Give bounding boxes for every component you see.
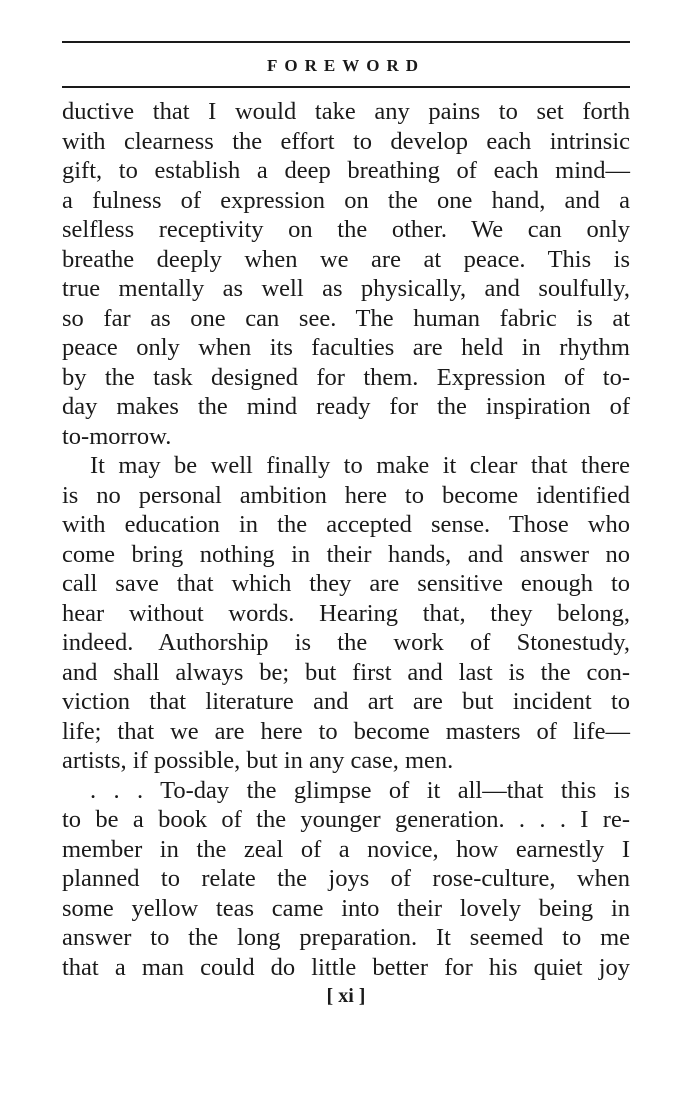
book-page xyxy=(62,0,630,1100)
body-text xyxy=(62,97,630,982)
text-line: with education in the accepted sense. Those who xyxy=(62,511,630,538)
text-line: selfless receptivity on the other. We can only xyxy=(62,216,630,243)
text-line: to be a book of the younger generation. . . . I re- xyxy=(62,806,630,833)
text-line: It may be well finally to make it clear that there xyxy=(90,452,630,479)
text-line: some yellow teas came into their lovely being in xyxy=(62,894,630,922)
page-number: [ xi ] xyxy=(326,985,366,1007)
text-line: is no personal ambition here to become identified xyxy=(62,481,630,509)
text-line: to-morrow. xyxy=(62,422,172,450)
text-line: so far as one can see. The human fabric is at xyxy=(62,304,630,332)
text-line: day makes the mind ready for the inspiration of xyxy=(62,393,630,420)
text-line: and shall always be; but first and last is the con- xyxy=(62,658,630,686)
header-rule-bottom xyxy=(62,86,630,88)
text-line: that a man could do little better for his quiet joy xyxy=(62,953,630,981)
text-line: artists, if possible, but in any case, men. xyxy=(62,747,454,774)
text-line: ductive that I would take any pains to set forth xyxy=(62,98,630,125)
text-line: member in the zeal of a novice, how earnestly I xyxy=(62,835,630,863)
header-rule-top xyxy=(62,41,630,43)
text-line: come bring nothing in their hands, and answer no xyxy=(62,540,630,568)
text-line: breathe deeply when we are at peace. This is xyxy=(62,245,630,273)
text-line: peace only when its faculties are held in rhythm xyxy=(62,334,630,361)
text-line: . . . To-day the glimpse of it all—that this is xyxy=(90,776,630,804)
text-line: answer to the long preparation. It seemed to me xyxy=(62,924,630,951)
text-line: gift, to establish a deep breathing of each mind— xyxy=(62,157,630,184)
text-line: with clearness the effort to develop each intrinsic xyxy=(62,127,630,155)
text-line: by the task designed for them. Expression of to- xyxy=(62,363,630,391)
text-line: true mentally as well as physically, and soulfully, xyxy=(62,275,630,302)
text-line: life; that we are here to become masters of life— xyxy=(62,717,630,745)
text-line: planned to relate the joys of rose-culture, when xyxy=(62,865,630,892)
running-head: FOREWORD xyxy=(267,56,425,75)
text-line: indeed. Authorship is the work of Stonestudy, xyxy=(62,629,630,656)
text-line: viction that literature and art are but incident to xyxy=(62,688,630,715)
text-line: call save that which they are sensitive enough to xyxy=(62,570,630,597)
text-line: a fulness of expression on the one hand, and a xyxy=(62,186,630,214)
text-line: hear without words. Hearing that, they belong, xyxy=(62,599,630,627)
